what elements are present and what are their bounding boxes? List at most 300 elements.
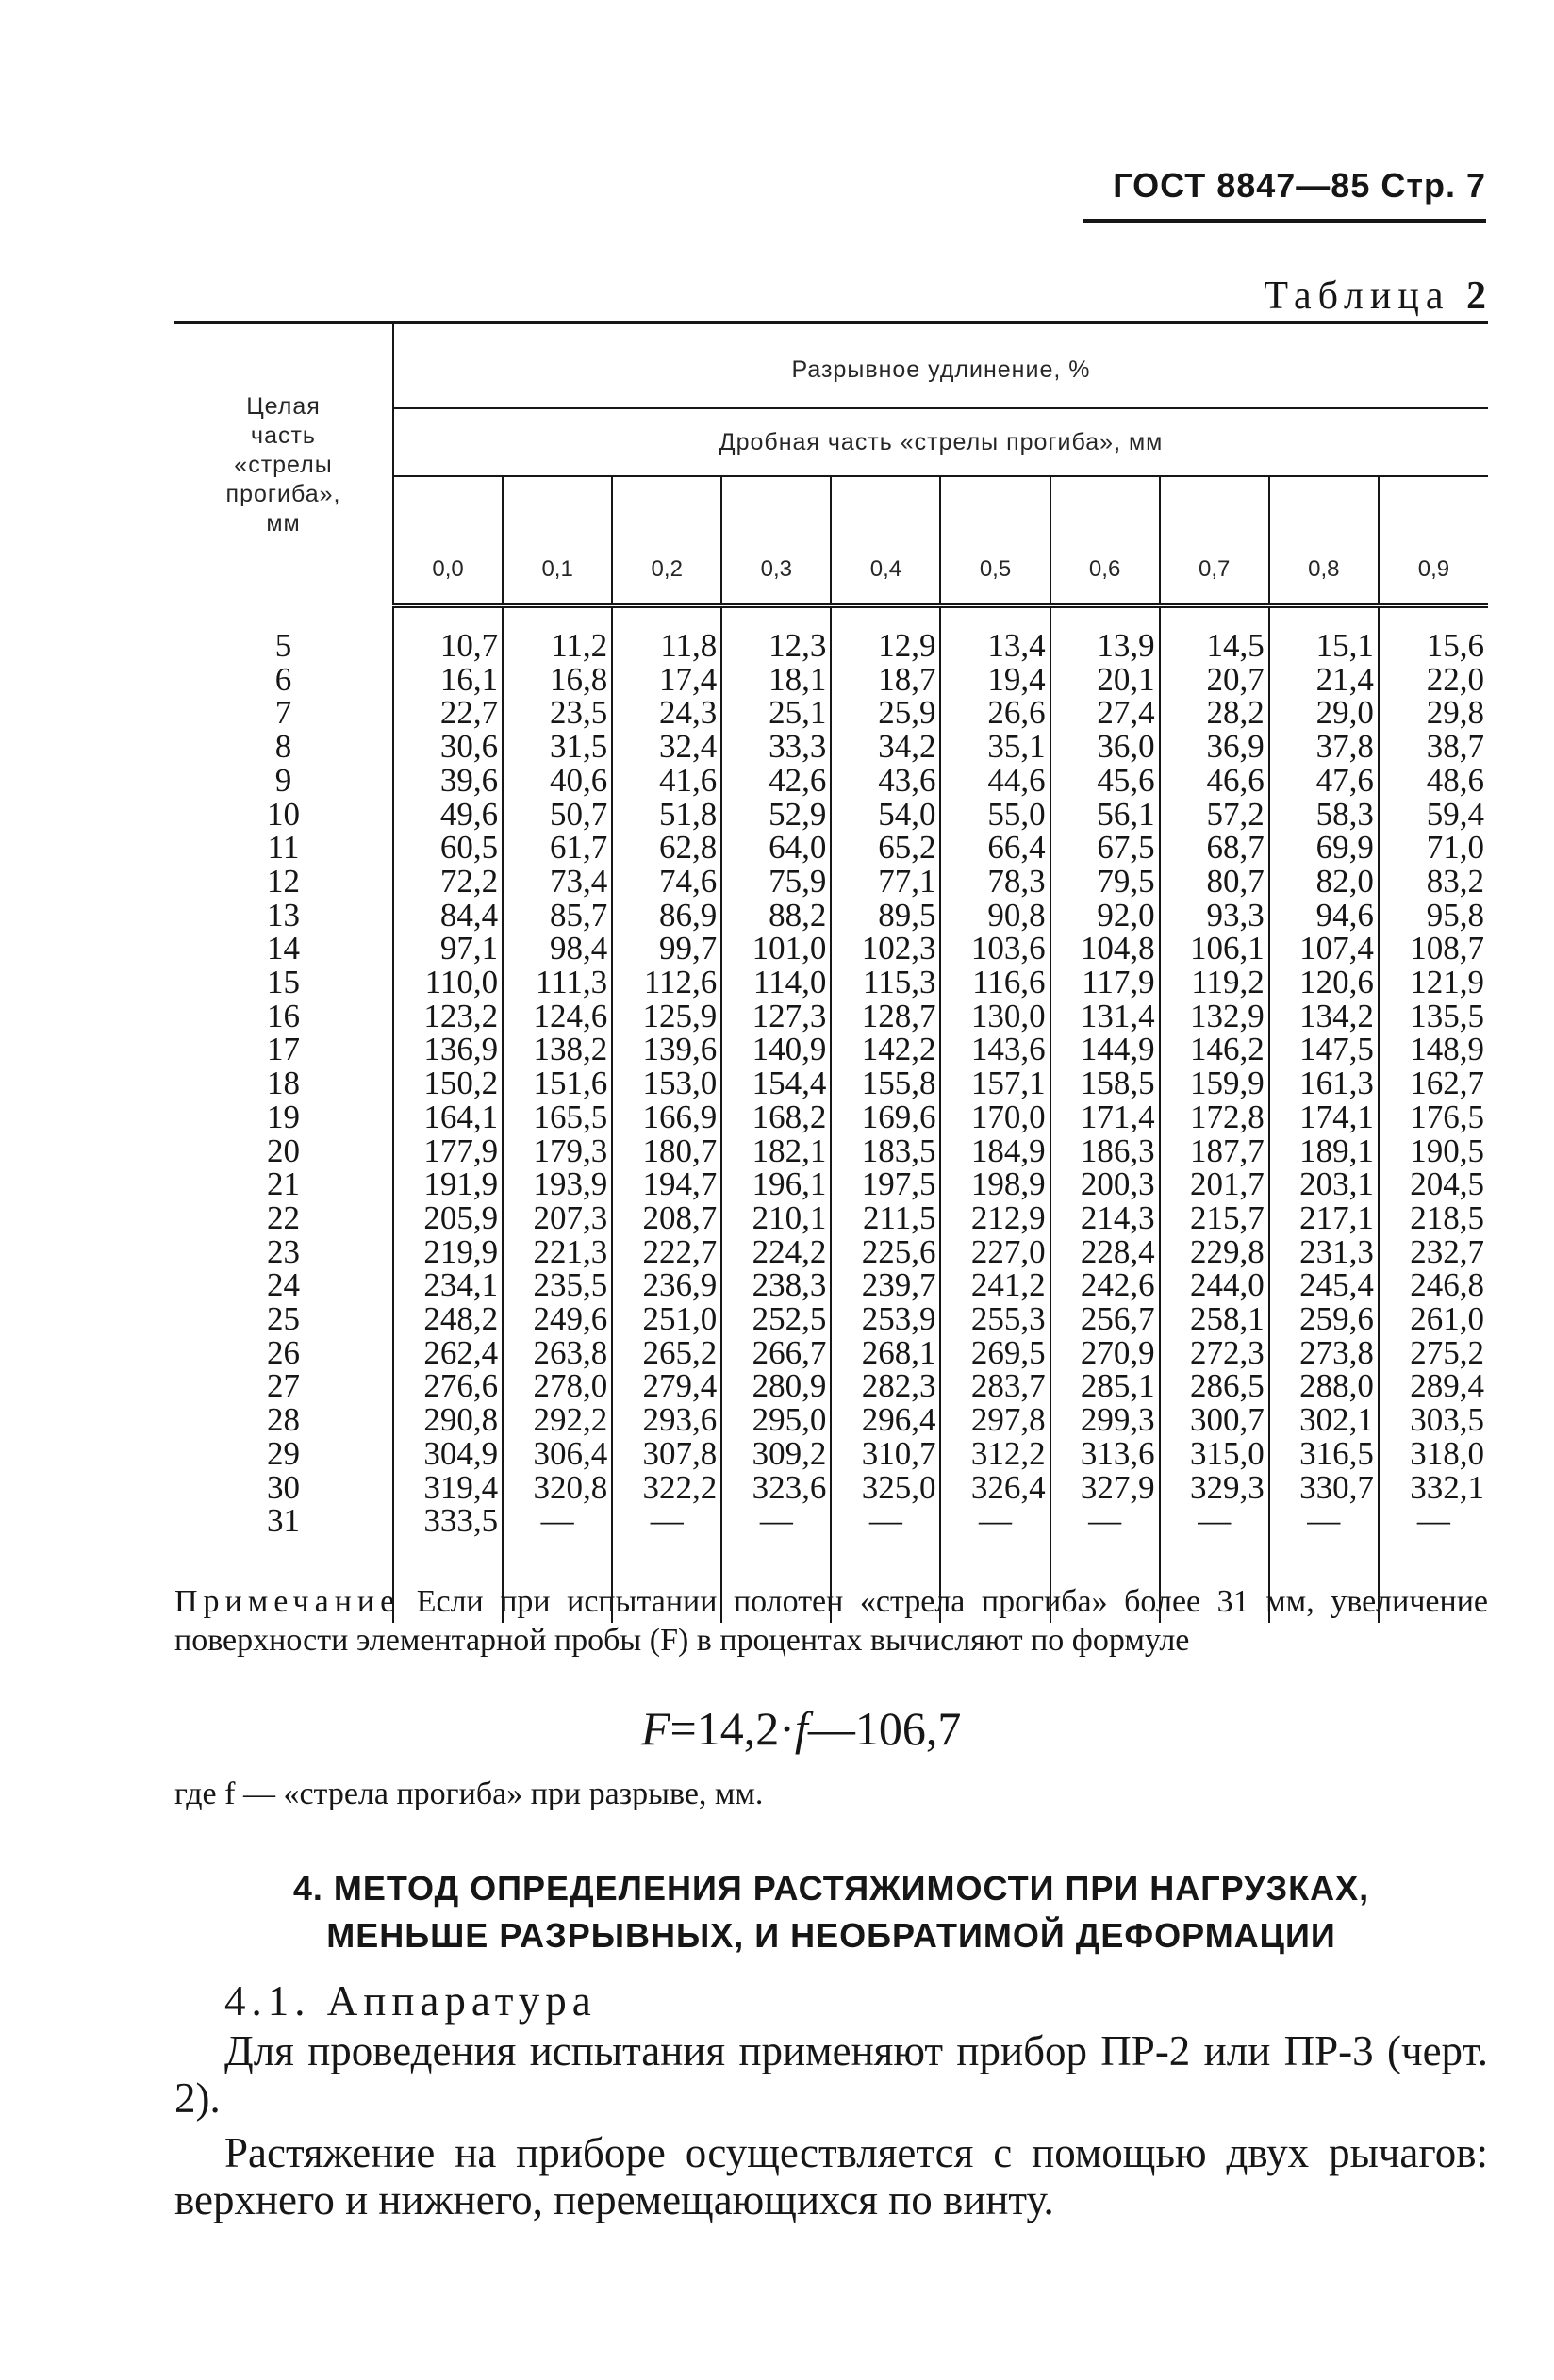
table-cell: 115,3 xyxy=(831,966,940,1000)
table-cell: 147,5 xyxy=(1269,1033,1379,1066)
table-cell: 20,1 xyxy=(1050,663,1160,697)
table-cell: 204,5 xyxy=(1379,1167,1488,1201)
table-cell: 196,1 xyxy=(721,1167,831,1201)
top-header: Разрывное удлинение, % xyxy=(393,322,1488,408)
table-cell: 200,3 xyxy=(1050,1167,1160,1201)
table-cell: 112,6 xyxy=(612,966,721,1000)
row-whole-part: 9 xyxy=(274,761,292,799)
table-row xyxy=(174,1369,1488,1403)
table-cell: 297,8 xyxy=(940,1403,1050,1437)
table-cell: 242,6 xyxy=(1050,1268,1160,1302)
table-cell: 171,4 xyxy=(1050,1100,1160,1134)
table-cell: 232,7 xyxy=(1379,1235,1488,1269)
table-cell: 140,9 xyxy=(721,1033,831,1066)
column-header: 0,4 xyxy=(831,476,940,606)
table-cell: — xyxy=(1160,1504,1269,1538)
table-cell: 24,3 xyxy=(612,696,721,730)
table-cell: 94,6 xyxy=(1269,899,1379,933)
page-header: ГОСТ 8847—85 Стр. 7 xyxy=(1113,166,1486,205)
table-row xyxy=(174,932,1488,966)
table-cell: 50,7 xyxy=(503,798,612,832)
paragraph-text: Растяжение на приборе осуществляется с помощью двух рычагов: верхнего и нижнего, перемещающихся по винту. xyxy=(174,2129,1488,2223)
table-cell: 139,6 xyxy=(612,1033,721,1066)
row-whole-part: 31 xyxy=(267,1502,300,1540)
table-cell: 269,5 xyxy=(940,1336,1050,1370)
table-cell: 37,8 xyxy=(1269,730,1379,764)
table-cell: 10,7 xyxy=(393,629,503,663)
section-heading xyxy=(174,1865,1488,1959)
table-cell: 162,7 xyxy=(1379,1066,1488,1100)
column-header: 0,5 xyxy=(940,476,1050,606)
paragraph xyxy=(174,2027,1488,2122)
formula-lhs: F xyxy=(641,1702,670,1755)
table-cell: 17,4 xyxy=(612,663,721,697)
table-caption xyxy=(1264,273,1486,319)
row-whole-part: 6 xyxy=(274,660,292,698)
table-cell: 245,4 xyxy=(1269,1268,1379,1302)
table-row xyxy=(174,1504,1488,1538)
formula-variable: f xyxy=(794,1702,808,1755)
table-cell: 99,7 xyxy=(612,932,721,966)
table-cell: 221,3 xyxy=(503,1235,612,1269)
table-cell: 54,0 xyxy=(831,798,940,832)
table-cell: 259,6 xyxy=(1269,1302,1379,1336)
table-cell: 296,4 xyxy=(831,1403,940,1437)
table-cell: 111,3 xyxy=(503,966,612,1000)
table-cell: 286,5 xyxy=(1160,1369,1269,1403)
table-cell: 85,7 xyxy=(503,899,612,933)
spacer-cell xyxy=(1269,606,1379,630)
stub-header-line: прогиба», xyxy=(225,480,341,507)
table-row xyxy=(174,966,1488,1000)
table-cell: 303,5 xyxy=(1379,1403,1488,1437)
table-cell: 13,4 xyxy=(940,629,1050,663)
table-cell: 77,1 xyxy=(831,865,940,899)
table-cell: 116,6 xyxy=(940,966,1050,1000)
stub-header-line: мм xyxy=(266,509,301,537)
table-cell: 278,0 xyxy=(503,1369,612,1403)
table-row xyxy=(174,1235,1488,1269)
section-heading-line: 4. МЕТОД ОПРЕДЕЛЕНИЯ РАСТЯЖИМОСТИ ПРИ НАГРУЗКАХ, xyxy=(292,1869,1370,1908)
table-cell: 265,2 xyxy=(612,1336,721,1370)
table-cell: 71,0 xyxy=(1379,831,1488,865)
row-whole-part: 15 xyxy=(267,964,300,1001)
table-cell: 41,6 xyxy=(612,764,721,798)
row-whole-part: 23 xyxy=(267,1232,300,1270)
table-cell: — xyxy=(1050,1504,1160,1538)
table-cell: — xyxy=(940,1504,1050,1538)
table-cell: 82,0 xyxy=(1269,865,1379,899)
table-cell: 203,1 xyxy=(1269,1167,1379,1201)
table-cell: 146,2 xyxy=(1160,1033,1269,1066)
row-whole-part: 11 xyxy=(267,829,300,867)
table-cell: 93,3 xyxy=(1160,899,1269,933)
table-cell: 52,9 xyxy=(721,798,831,832)
spacer-cell xyxy=(721,606,831,630)
table-cell: 320,8 xyxy=(503,1471,612,1505)
table-cell: 68,7 xyxy=(1160,831,1269,865)
row-whole-part: 7 xyxy=(274,694,292,732)
table-cell: 89,5 xyxy=(831,899,940,933)
table-cell: 36,9 xyxy=(1160,730,1269,764)
row-whole-part: 19 xyxy=(267,1098,300,1135)
table-cell: 333,5 xyxy=(393,1504,503,1538)
subsection-heading: 4.1. Аппаратура xyxy=(224,1977,597,2025)
table-cell: 64,0 xyxy=(721,831,831,865)
table-cell: 190,5 xyxy=(1379,1134,1488,1168)
table-cell: 46,6 xyxy=(1160,764,1269,798)
table-cell: — xyxy=(503,1504,612,1538)
spacer-cell xyxy=(1160,606,1269,630)
table-cell: 236,9 xyxy=(612,1268,721,1302)
table-cell: 29,0 xyxy=(1269,696,1379,730)
table-cell: 18,1 xyxy=(721,663,831,697)
table-row xyxy=(174,1000,1488,1033)
row-whole-part: 12 xyxy=(267,862,300,900)
table-cell: 212,9 xyxy=(940,1201,1050,1235)
table-cell: 16,1 xyxy=(393,663,503,697)
column-header: 0,3 xyxy=(721,476,831,606)
table-cell: 238,3 xyxy=(721,1268,831,1302)
table-cell: 127,3 xyxy=(721,1000,831,1033)
table-cell: 84,4 xyxy=(393,899,503,933)
table-cell: 235,5 xyxy=(503,1268,612,1302)
table-cell: 280,9 xyxy=(721,1369,831,1403)
table-row xyxy=(174,764,1488,798)
table-cell: — xyxy=(1269,1504,1379,1538)
table-cell: 18,7 xyxy=(831,663,940,697)
table-cell: 197,5 xyxy=(831,1167,940,1201)
table-cell: 136,9 xyxy=(393,1033,503,1066)
table-cell: 19,4 xyxy=(940,663,1050,697)
table-cell: 219,9 xyxy=(393,1235,503,1269)
table-cell: 266,7 xyxy=(721,1336,831,1370)
table-cell: 218,5 xyxy=(1379,1201,1488,1235)
mid-header: Дробная часть «стрелы прогиба», мм xyxy=(393,408,1488,476)
table-cell: 193,9 xyxy=(503,1167,612,1201)
table-cell: 290,8 xyxy=(393,1403,503,1437)
table-cell: 183,5 xyxy=(831,1134,940,1168)
table-cell: 55,0 xyxy=(940,798,1050,832)
table-cell: 215,7 xyxy=(1160,1201,1269,1235)
table-cell: 161,3 xyxy=(1269,1066,1379,1100)
table-cell: 49,6 xyxy=(393,798,503,832)
table-cell: 168,2 xyxy=(721,1100,831,1134)
paragraph xyxy=(174,2129,1488,2223)
table-cell: 315,0 xyxy=(1160,1437,1269,1471)
table-cell: 194,7 xyxy=(612,1167,721,1201)
column-header: 0,0 xyxy=(393,476,503,606)
table-cell: 293,6 xyxy=(612,1403,721,1437)
table-cell: 322,2 xyxy=(612,1471,721,1505)
table-cell: 182,1 xyxy=(721,1134,831,1168)
table-cell: 234,1 xyxy=(393,1268,503,1302)
table-cell: 102,3 xyxy=(831,932,940,966)
table-cell: 246,8 xyxy=(1379,1268,1488,1302)
stub-header-line: «стрелы xyxy=(234,451,333,478)
table-cell: 239,7 xyxy=(831,1268,940,1302)
row-whole-part: 21 xyxy=(267,1165,300,1203)
table-cell: 39,6 xyxy=(393,764,503,798)
table-cell: 186,3 xyxy=(1050,1134,1160,1168)
table-cell: 144,9 xyxy=(1050,1033,1160,1066)
table-cell: 302,1 xyxy=(1269,1403,1379,1437)
table-cell: 48,6 xyxy=(1379,764,1488,798)
row-whole-part: 5 xyxy=(274,627,292,664)
table-row xyxy=(174,696,1488,730)
table-cell: 299,3 xyxy=(1050,1403,1160,1437)
table-cell: 276,6 xyxy=(393,1369,503,1403)
table-row xyxy=(174,1201,1488,1235)
table-cell: — xyxy=(612,1504,721,1538)
table-cell: 307,8 xyxy=(612,1437,721,1471)
row-whole-part: 16 xyxy=(267,997,300,1034)
table-cell: 319,4 xyxy=(393,1471,503,1505)
row-whole-part: 10 xyxy=(267,795,300,833)
row-whole-part: 29 xyxy=(267,1434,300,1472)
table-cell: 35,1 xyxy=(940,730,1050,764)
table-cell: 151,6 xyxy=(503,1066,612,1100)
column-header: 0,9 xyxy=(1379,476,1488,606)
table-cell: 14,5 xyxy=(1160,629,1269,663)
table-cell: 62,8 xyxy=(612,831,721,865)
column-header: 0,2 xyxy=(612,476,721,606)
table-row xyxy=(174,1033,1488,1066)
table-cell: 88,2 xyxy=(721,899,831,933)
table-cell: 38,7 xyxy=(1379,730,1488,764)
table-cell: 332,1 xyxy=(1379,1471,1488,1505)
table-cell: 208,7 xyxy=(612,1201,721,1235)
table-cell: 227,0 xyxy=(940,1235,1050,1269)
table-cell: 325,0 xyxy=(831,1471,940,1505)
table-cell: 155,8 xyxy=(831,1066,940,1100)
table-cell: 86,9 xyxy=(612,899,721,933)
table-cell: 148,9 xyxy=(1379,1033,1488,1066)
table-cell: 134,2 xyxy=(1269,1000,1379,1033)
table-cell: 22,0 xyxy=(1379,663,1488,697)
table-row xyxy=(174,730,1488,764)
table-cell: 135,5 xyxy=(1379,1000,1488,1033)
table-cell: 282,3 xyxy=(831,1369,940,1403)
table-row xyxy=(174,1403,1488,1437)
table-body xyxy=(174,606,1488,1623)
table-row xyxy=(174,629,1488,663)
table-cell: 75,9 xyxy=(721,865,831,899)
table-cell: 132,9 xyxy=(1160,1000,1269,1033)
table-cell: 27,4 xyxy=(1050,696,1160,730)
table-cell: 288,0 xyxy=(1269,1369,1379,1403)
table-cell: 23,5 xyxy=(503,696,612,730)
table-cell: 313,6 xyxy=(1050,1437,1160,1471)
table-caption-word: Таблица xyxy=(1264,274,1450,318)
table-row xyxy=(174,1336,1488,1370)
table-cell: 310,7 xyxy=(831,1437,940,1471)
table-cell: 176,5 xyxy=(1379,1100,1488,1134)
table-cell: 92,0 xyxy=(1050,899,1160,933)
table-cell: 261,0 xyxy=(1379,1302,1488,1336)
formula xyxy=(641,1701,961,1756)
stub-header-line: часть xyxy=(251,421,316,449)
spacer-cell xyxy=(831,606,940,630)
table-row xyxy=(174,1268,1488,1302)
table-row xyxy=(174,1437,1488,1471)
table-cell: 283,7 xyxy=(940,1369,1050,1403)
stub-header-line: Целая xyxy=(246,392,321,420)
table-cell: 16,8 xyxy=(503,663,612,697)
table-cell: 262,4 xyxy=(393,1336,503,1370)
table-cell: 214,3 xyxy=(1050,1201,1160,1235)
row-whole-part: 20 xyxy=(267,1132,300,1169)
note-text: Если при испытании полотен «стрела прогиба» более 31 мм, увеличение поверхности элементарной пробы (F) в процентах вычисляют по формуле xyxy=(174,1584,1488,1658)
table-row xyxy=(174,1100,1488,1134)
table-cell: 42,6 xyxy=(721,764,831,798)
table-cell: 125,9 xyxy=(612,1000,721,1033)
table-cell: 83,2 xyxy=(1379,865,1488,899)
data-table-wrapper xyxy=(174,321,1488,1623)
table-cell: 326,4 xyxy=(940,1471,1050,1505)
table-row xyxy=(174,663,1488,697)
table-cell: 95,8 xyxy=(1379,899,1488,933)
table-cell: 316,5 xyxy=(1269,1437,1379,1471)
table-cell: 253,9 xyxy=(831,1302,940,1336)
table-cell: 158,5 xyxy=(1050,1066,1160,1100)
table-cell: 72,2 xyxy=(393,865,503,899)
table-cell: 177,9 xyxy=(393,1134,503,1168)
table-cell: 104,8 xyxy=(1050,932,1160,966)
spacer-cell xyxy=(1379,606,1488,630)
row-whole-part: 17 xyxy=(267,1031,300,1068)
table-cell: 252,5 xyxy=(721,1302,831,1336)
table-cell: 312,2 xyxy=(940,1437,1050,1471)
paragraph-text: Для проведения испытания применяют прибор ПР-2 или ПР-3 (черт. 2). xyxy=(174,2027,1488,2122)
table-cell: 73,4 xyxy=(503,865,612,899)
spacer-cell xyxy=(503,606,612,630)
table-cell: 47,6 xyxy=(1269,764,1379,798)
table-cell: 114,0 xyxy=(721,966,831,1000)
table-row xyxy=(174,1066,1488,1100)
table-cell: 117,9 xyxy=(1050,966,1160,1000)
table-cell: 222,7 xyxy=(612,1235,721,1269)
table-cell: 273,8 xyxy=(1269,1336,1379,1370)
table-cell: 69,9 xyxy=(1269,831,1379,865)
table-cell: 329,3 xyxy=(1160,1471,1269,1505)
table-cell: 120,6 xyxy=(1269,966,1379,1000)
table-cell: 191,9 xyxy=(393,1167,503,1201)
table-cell: 107,4 xyxy=(1269,932,1379,966)
row-whole-part: 13 xyxy=(267,896,300,934)
table-cell: 106,1 xyxy=(1160,932,1269,966)
table-cell: 295,0 xyxy=(721,1403,831,1437)
table-cell: 128,7 xyxy=(831,1000,940,1033)
table-cell: 154,4 xyxy=(721,1066,831,1100)
table-cell: 169,6 xyxy=(831,1100,940,1134)
formula-rhs-b: —106,7 xyxy=(807,1702,962,1755)
table-cell: 98,4 xyxy=(503,932,612,966)
table-cell: 210,1 xyxy=(721,1201,831,1235)
table-cell: 327,9 xyxy=(1050,1471,1160,1505)
table-cell: 304,9 xyxy=(393,1437,503,1471)
table-cell: 187,7 xyxy=(1160,1134,1269,1168)
table-cell: 256,7 xyxy=(1050,1302,1160,1336)
table-cell: 143,6 xyxy=(940,1033,1050,1066)
table-row xyxy=(174,831,1488,865)
table-cell: 292,2 xyxy=(503,1403,612,1437)
table-cell: 110,0 xyxy=(393,966,503,1000)
table-cell: 225,6 xyxy=(831,1235,940,1269)
table-cell: 275,2 xyxy=(1379,1336,1488,1370)
table-cell: 56,1 xyxy=(1050,798,1160,832)
column-header: 0,1 xyxy=(503,476,612,606)
table-cell: 330,7 xyxy=(1269,1471,1379,1505)
table-cell: 251,0 xyxy=(612,1302,721,1336)
table-cell: 150,2 xyxy=(393,1066,503,1100)
table-cell: 43,6 xyxy=(831,764,940,798)
table-cell: 131,4 xyxy=(1050,1000,1160,1033)
table-cell: 224,2 xyxy=(721,1235,831,1269)
table-cell: 36,0 xyxy=(1050,730,1160,764)
column-header: 0,6 xyxy=(1050,476,1160,606)
table-cell: 138,2 xyxy=(503,1033,612,1066)
table-cell: 11,8 xyxy=(612,629,721,663)
table-cell: 65,2 xyxy=(831,831,940,865)
table-cell: 179,3 xyxy=(503,1134,612,1168)
table-cell: 248,2 xyxy=(393,1302,503,1336)
table-cell: 58,3 xyxy=(1269,798,1379,832)
table-cell: 130,0 xyxy=(940,1000,1050,1033)
table-cell: 123,2 xyxy=(393,1000,503,1033)
formula-legend: где f — «стрела прогиба» при разрыве, мм. xyxy=(174,1777,764,1811)
table-cell: 172,8 xyxy=(1160,1100,1269,1134)
table-cell: 97,1 xyxy=(393,932,503,966)
table-row xyxy=(174,865,1488,899)
table-cell: 32,4 xyxy=(612,730,721,764)
table-cell: 51,8 xyxy=(612,798,721,832)
table-cell: 40,6 xyxy=(503,764,612,798)
table-cell: 20,7 xyxy=(1160,663,1269,697)
table-cell: 30,6 xyxy=(393,730,503,764)
row-whole-part: 27 xyxy=(267,1367,300,1405)
table-cell: 80,7 xyxy=(1160,865,1269,899)
table-cell: 170,0 xyxy=(940,1100,1050,1134)
table-cell: 57,2 xyxy=(1160,798,1269,832)
table-caption-number: 2 xyxy=(1466,274,1486,318)
row-whole-part: 18 xyxy=(267,1065,300,1102)
table-cell: 244,0 xyxy=(1160,1268,1269,1302)
table-cell: 180,7 xyxy=(612,1134,721,1168)
table-row xyxy=(174,899,1488,933)
table-cell: 249,6 xyxy=(503,1302,612,1336)
table-cell: 12,9 xyxy=(831,629,940,663)
table-cell: 61,7 xyxy=(503,831,612,865)
spacer-cell xyxy=(1050,606,1160,630)
table-cell: 21,4 xyxy=(1269,663,1379,697)
table-cell: 44,6 xyxy=(940,764,1050,798)
elongation-table xyxy=(174,321,1488,1623)
table-cell: 207,3 xyxy=(503,1201,612,1235)
table-cell: 217,1 xyxy=(1269,1201,1379,1235)
row-whole-part: 30 xyxy=(267,1468,300,1506)
row-whole-part: 28 xyxy=(267,1401,300,1439)
table-cell: 228,4 xyxy=(1050,1235,1160,1269)
table-cell: 124,6 xyxy=(503,1000,612,1033)
table-row xyxy=(174,1167,1488,1201)
table-cell: 90,8 xyxy=(940,899,1050,933)
spacer-cell xyxy=(612,606,721,630)
table-cell: 59,4 xyxy=(1379,798,1488,832)
table-row xyxy=(174,1134,1488,1168)
table-cell: 29,8 xyxy=(1379,696,1488,730)
table-cell: 205,9 xyxy=(393,1201,503,1235)
